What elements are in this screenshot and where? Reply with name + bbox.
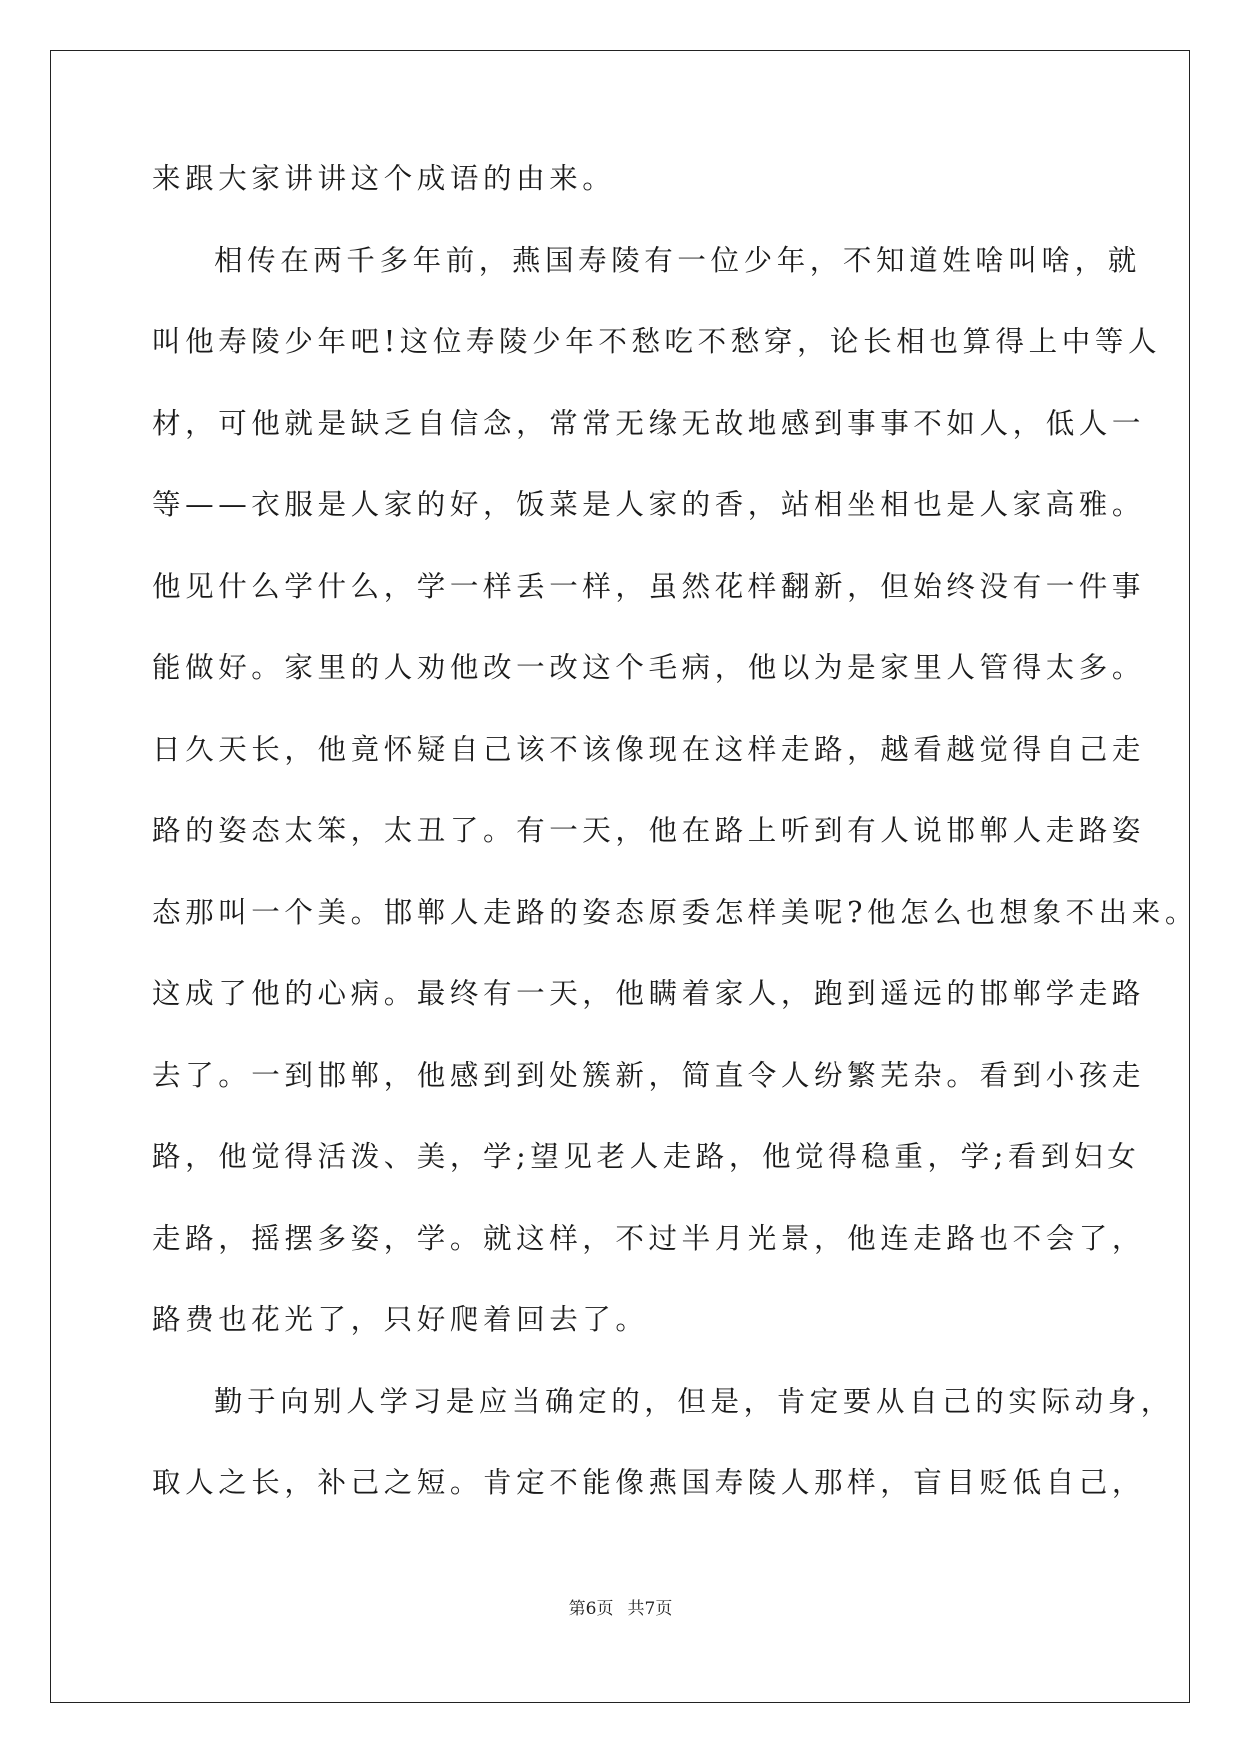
text-line: 叫他寿陵少年吧!这位寿陵少年不愁吃不愁穿，论长相也算得上中等人: [152, 325, 1162, 358]
text-line: 走路，摇摆多姿，学。就这样，不过半月光景，他连走路也不会了，: [152, 1221, 1146, 1255]
text-line: 路的姿态太笨，太丑了。有一天，他在路上听到有人说邯郸人走路姿: [152, 814, 1146, 847]
text-line: 路费也花光了，只好爬着回去了。: [152, 1303, 649, 1336]
paragraph-start-line: 勤于向别人学习是应当确定的，但是，肯定要从自己的实际动身，: [214, 1384, 1174, 1418]
text-line: 取人之长，补己之短。肯定不能像燕国寿陵人那样，盲目贬低自己，: [152, 1466, 1146, 1499]
text-line: 态那叫一个美。邯郸人走路的姿态原委怎样美呢?他怎么也想象不出来。: [152, 895, 1198, 929]
text-line: 等——衣服是人家的好，饭菜是人家的香，站相坐相也是人家高雅。: [152, 488, 1146, 521]
paragraph-start-line: 相传在两千多年前，燕国寿陵有一位少年，不知道姓啥叫啥，就: [214, 243, 1141, 277]
text-line: 材，可他就是缺乏自信念，常常无缘无故地感到事事不如人，低人一: [152, 406, 1146, 440]
text-line: 路，他觉得活泼、美，学;望见老人走路，他觉得稳重，学;看到妇女: [152, 1140, 1141, 1173]
document-body: [152, 162, 1198, 1550]
text-line: 来跟大家讲讲这个成语的由来。: [152, 162, 616, 195]
text-line: 日久天长，他竟怀疑自己该不该像现在这样走路，越看越觉得自己走: [152, 732, 1146, 766]
text-line: 能做好。家里的人劝他改一改这个毛病，他以为是家里人管得太多。: [152, 651, 1146, 684]
page-footer: [0, 1594, 1241, 1619]
total-pages: 共7页: [627, 1599, 673, 1619]
page-number: 第6页: [568, 1599, 614, 1619]
text-line: 他见什么学什么，学一样丢一样，虽然花样翻新，但始终没有一件事: [152, 569, 1146, 603]
text-line: 这成了他的心病。最终有一天，他瞒着家人，跑到遥远的邯郸学走路: [152, 977, 1146, 1010]
text-line: 去了。一到邯郸，他感到到处簇新，简直令人纷繁芜杂。看到小孩走: [152, 1058, 1146, 1092]
